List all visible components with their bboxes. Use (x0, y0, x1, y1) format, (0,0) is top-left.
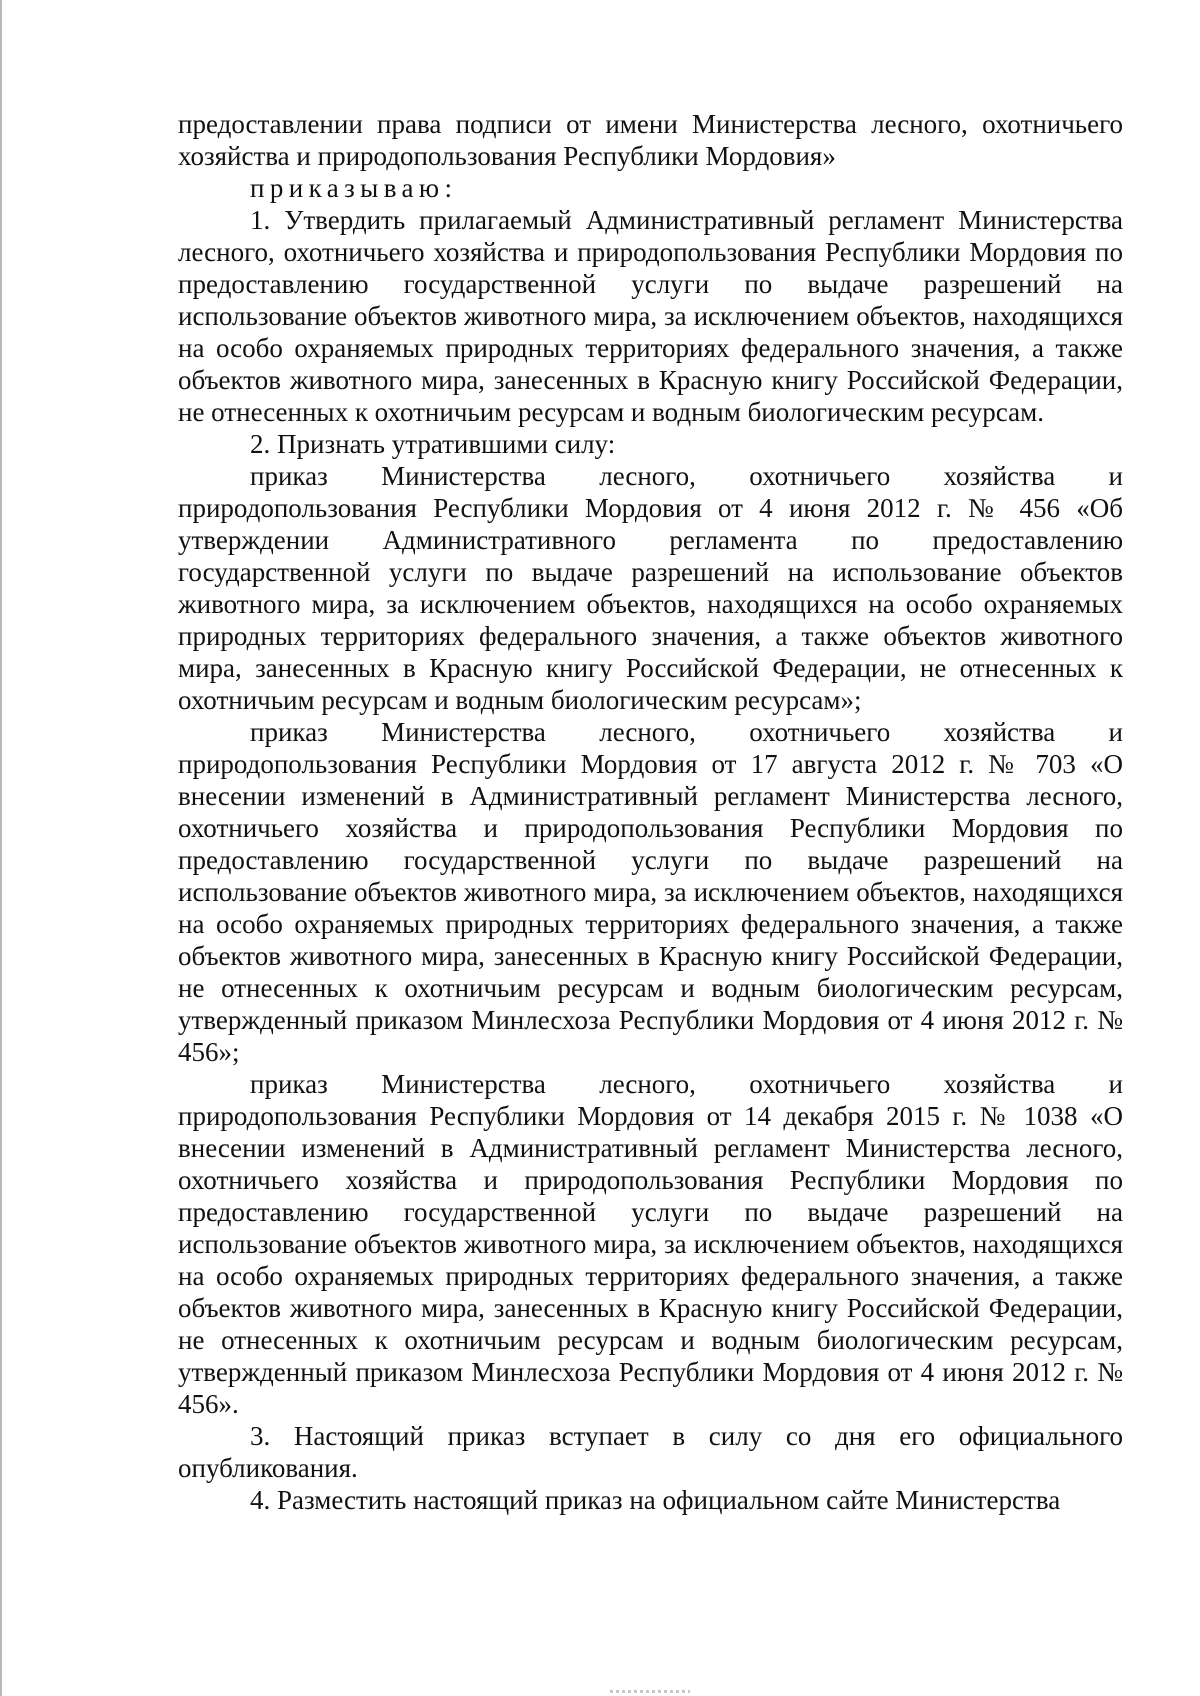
paragraph-repealed-order-1038: приказ Министерства лесного, охотничьего хозяйства и природопользования Республики Мордовия от 14 декабря 2015 г. № 1038 «О внесении изменений в Административный регламент Министерства лесного, охотничьего хозяйства и природопользования Республики Мордовия по предоставлению государственной услуги по выдаче разрешений на использование объектов животного мира, за исключением объектов, находящихся на особо охраняемых природных территориях федерального значения, а также объектов животного мира, занесенных в Красную книгу Российской Федерации, не отнесенных к охотничьим ресурсам и водным биологическим ресурсам, утвержденный приказом Минлесхоза Республики Мордовия от 4 июня 2012 г. № 456». (178, 1069, 1123, 1419)
paragraph-item-3: 3. Настоящий приказ вступает в силу со дня его официального опубликования. (178, 1421, 1123, 1483)
paragraph-order-word: приказываю: (250, 173, 458, 203)
scan-artifact (610, 1690, 690, 1693)
scan-edge-line (0, 0, 2, 1696)
paragraph-item-2: 2. Признать утратившими силу: (250, 429, 616, 459)
document-body (178, 108, 1123, 1516)
paragraph-item-4: 4. Разместить настоящий приказ на официальном сайте Министерства (250, 1485, 1061, 1515)
paragraph-repealed-order-456: приказ Министерства лесного, охотничьего хозяйства и природопользования Республики Мордовия от 4 июня 2012 г. № 456 «Об утверждении Административного регламента по предоставлению государственной услуги по выдаче разрешений на использование объектов животного мира, за исключением объектов, находящихся на особо охраняемых природных территориях федерального значения, а также объектов животного мира, занесенных в Красную книгу Российской Федерации, не отнесенных к охотничьим ресурсам и водным биологическим ресурсам»; (178, 461, 1123, 715)
paragraph-continuation: предоставлении права подписи от имени Министерства лесного, охотничьего хозяйства и природопользования Республики Мордовия» (178, 109, 1123, 171)
paragraph-repealed-order-703: приказ Министерства лесного, охотничьего хозяйства и природопользования Республики Мордовия от 17 августа 2012 г. № 703 «О внесении изменений в Административный регламент Министерства лесного, охотничьего хозяйства и природопользования Республики Мордовия по предоставлению государственной услуги по выдаче разрешений на использование объектов животного мира, за исключением объектов, находящихся на особо охраняемых природных территориях федерального значения, а также объектов животного мира, занесенных в Красную книгу Российской Федерации, не отнесенных к охотничьим ресурсам и водным биологическим ресурсам, утвержденный приказом Минлесхоза Республики Мордовия от 4 июня 2012 г. № 456»; (178, 717, 1123, 1067)
paragraph-item-1: 1. Утвердить прилагаемый Административный регламент Министерства лесного, охотничьего хозяйства и природопользования Республики Мордовия по предоставлению государственной услуги по выдаче разрешений на использование объектов животного мира, за исключением объектов, находящихся на особо охраняемых природных территориях федерального значения, а также объектов животного мира, занесенных в Красную книгу Российской Федерации, не отнесенных к охотничьим ресурсам и водным биологическим ресурсам. (178, 205, 1123, 427)
